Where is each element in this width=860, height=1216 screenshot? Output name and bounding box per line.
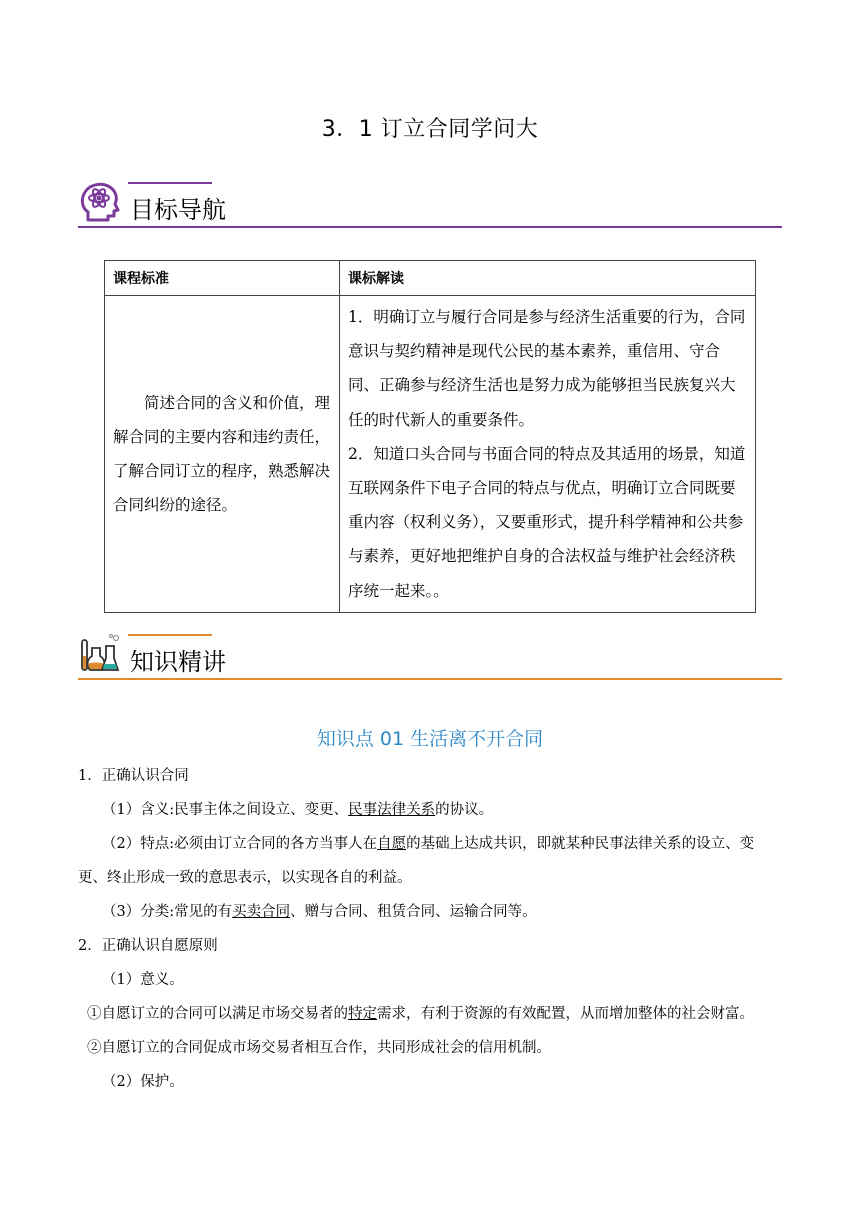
interpretation-item-1: 1．明确订立与履行合同是参与经济生活重要的行为，合同意识与契约精神是现代公民的基本素养，重信用、守合同、正确参与经济生活也是努力成为能够担当民族复兴大任的时代新人的重要条件。 — [348, 308, 746, 429]
header-rule — [78, 226, 782, 228]
paragraph-types: （3）分类:常见的有买卖合同、赠与合同、租赁合同、运输合同等。 — [102, 904, 537, 920]
lab-flask-icon — [78, 632, 122, 676]
curriculum-table — [104, 260, 756, 613]
section-header-goals — [78, 180, 782, 230]
header-accent-line — [128, 182, 212, 184]
paragraph-point-1: ①自愿订立的合同可以满足市场交易者的特定需求，有利于资源的有效配置，从而增加整体的社会财富。 — [87, 1006, 754, 1022]
interpretation-item-2: 2．知道口头合同与书面合同的特点及其适用的场景，知道互联网条件下电子合同的特点与优点，明确订立合同既要重内容（权利义务），又要重形式，提升科学精神和公共参与素养，更好地把维护自身的合法权益与维护社会经济秩序统一起来。。 — [348, 444, 746, 600]
header-rule — [78, 678, 782, 680]
heading-2: 2．正确认识自愿原则 — [78, 938, 218, 954]
paragraph-point-2: ②自愿订立的合同促成市场交易者相互合作，共同形成社会的信用机制。 — [87, 1040, 551, 1056]
head-atom-icon — [78, 180, 122, 224]
paragraph-protection: （2）保护。 — [102, 1074, 184, 1090]
paragraph-definition: （1）含义:民事主体之间设立、变更、民事法律关系的协议。 — [102, 802, 494, 818]
paragraph-features-cont: 更、终止形成一致的意思表示，以实现各自的利益。 — [78, 870, 412, 886]
table-cell-standard: 简述合同的含义和价值，理解合同的主要内容和违约责任，了解合同订立的程序，熟悉解决合同纠纷的途径。 — [105, 296, 340, 613]
paragraph-features: （2）特点:必须由订立合同的各方当事人在自愿的基础上达成共识，即就某种民事法律关系的设立、变 — [102, 836, 755, 852]
section-title-knowledge: 知识精讲 — [130, 648, 226, 676]
knowledge-point-title: 知识点 01 生活离不开合同 — [316, 728, 544, 750]
table-header-standard: 课程标准 — [105, 261, 340, 296]
table-cell-interpretation — [340, 296, 756, 613]
page-title: 3．1 订立合同学问大 — [321, 117, 539, 142]
heading-1: 1．正确认识合同 — [78, 768, 189, 784]
table-header-interpretation: 课标解读 — [340, 261, 756, 296]
section-title-goals: 目标导航 — [130, 196, 226, 224]
section-header-knowledge — [78, 632, 782, 682]
paragraph-significance: （1）意义。 — [102, 972, 184, 988]
header-accent-line — [128, 634, 212, 636]
